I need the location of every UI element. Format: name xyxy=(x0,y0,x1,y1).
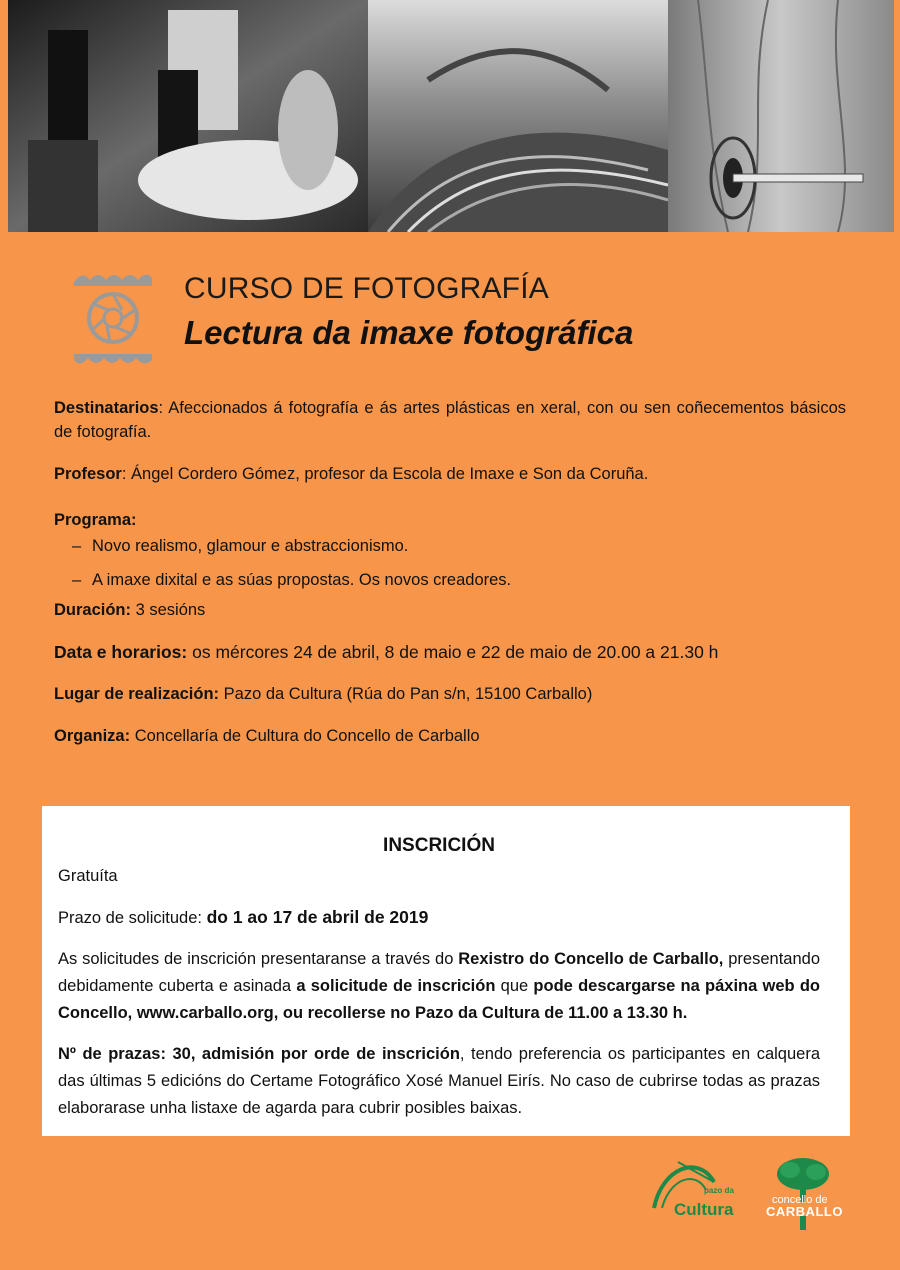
procedure-text-b: Rexistro do Concello de Carballo, xyxy=(458,950,724,968)
procedure-text-f: pode descargarse na páxina web do Concello, www.carballo.org, ou recollerse no Pazo da Cultura de 11.00 a 13.30 h. xyxy=(58,977,820,1022)
organiza-text: Concellaría de Cultura do Concello de Carballo xyxy=(130,727,480,745)
data-paragraph xyxy=(54,640,846,664)
profesor-text: : Ángel Cordero Gómez, profesor da Escola de Imaxe e Son da Coruña. xyxy=(121,465,649,483)
gratuita-text: Gratuíta xyxy=(58,867,118,885)
title-block xyxy=(184,272,633,352)
page-title: CURSO DE FOTOGRAFÍA xyxy=(184,272,549,305)
lugar-label: Lugar de realización: xyxy=(54,685,220,703)
concello-small-label: concello de xyxy=(772,1194,828,1206)
duracion-label: Duración: xyxy=(54,601,132,619)
dash-bullet: – xyxy=(72,571,82,589)
list-item xyxy=(54,568,846,592)
course-info xyxy=(54,396,846,748)
data-text: os mércores 24 de abril, 8 de maio e 22 de maio de 20.00 a 21.30 h xyxy=(187,642,719,662)
procedure-text-a: As solicitudes de inscrición presentaranse a través do xyxy=(58,950,459,968)
programa-list xyxy=(54,534,846,592)
prazo-value: do 1 ao 17 de abril de 2019 xyxy=(206,907,429,927)
prazas-text-a: Nº de prazas: 30, admisión por orde de inscrición xyxy=(58,1045,460,1063)
profesor-label: Profesor xyxy=(54,465,122,483)
header-photo-banner xyxy=(8,0,894,232)
dash-bullet: – xyxy=(72,537,82,555)
concello-carballo-logo xyxy=(760,1156,846,1232)
procedure-text-c: presentando debidamente cuberta e asinada xyxy=(58,950,820,995)
concello-big-label: CARBALLO xyxy=(766,1204,843,1219)
lugar-paragraph xyxy=(54,682,846,706)
pazo-small-label: pazo da xyxy=(704,1186,734,1195)
data-label: Data e horarios: xyxy=(54,642,188,662)
organiza-label: Organiza: xyxy=(54,727,131,745)
procedure-text-d: a solicitude de inscrición xyxy=(296,977,496,995)
duracion-paragraph xyxy=(54,598,846,622)
prazas-text-b: , tendo preferencia os participantes en calquera das últimas 5 edicións do Certame Fotográfico Xosé Manuel Eirís. No caso de cubrirse todas as prazas elaborarase unha listaxe de agarda para cubrir posibles baixas. xyxy=(58,1045,821,1117)
prazo-label: Prazo de solicitude: xyxy=(58,909,207,927)
pazo-big-label: Cultura xyxy=(674,1200,734,1219)
destinatarios-text: : Afeccionados á fotografía e ás artes plásticas en xeral, con ou sen coñecementos básicos de fotografía. xyxy=(54,399,846,441)
programa-item-text: Novo realismo, glamour e abstraccionismo. xyxy=(92,537,409,555)
programa-label: Programa: xyxy=(54,511,137,529)
inscricion-box xyxy=(42,806,850,1136)
profesor-paragraph xyxy=(54,462,846,486)
destinatarios-label: Destinatarios xyxy=(54,399,159,417)
inscricion-content xyxy=(58,832,820,1122)
procedure-paragraph xyxy=(58,946,820,1027)
photo-collage-icon xyxy=(8,0,894,232)
page-subtitle: Lectura da imaxe fotográfica xyxy=(184,314,634,351)
prazas-paragraph xyxy=(58,1041,820,1122)
lugar-text: Pazo da Cultura (Rúa do Pan s/n, 15100 Carballo) xyxy=(219,685,593,703)
list-item xyxy=(54,534,846,558)
aperture-logo-icon xyxy=(72,268,154,368)
prazo-paragraph xyxy=(58,904,820,932)
duracion-text: 3 sesións xyxy=(131,601,206,619)
procedure-text-e: que xyxy=(495,977,534,995)
inscricion-title: INSCRICIÓN xyxy=(383,835,495,856)
destinatarios-paragraph xyxy=(54,396,846,444)
organiza-paragraph xyxy=(54,724,846,748)
pazo-da-cultura-logo xyxy=(648,1156,744,1226)
programa-item-text: A imaxe dixital e as súas propostas. Os novos creadores. xyxy=(92,571,512,589)
